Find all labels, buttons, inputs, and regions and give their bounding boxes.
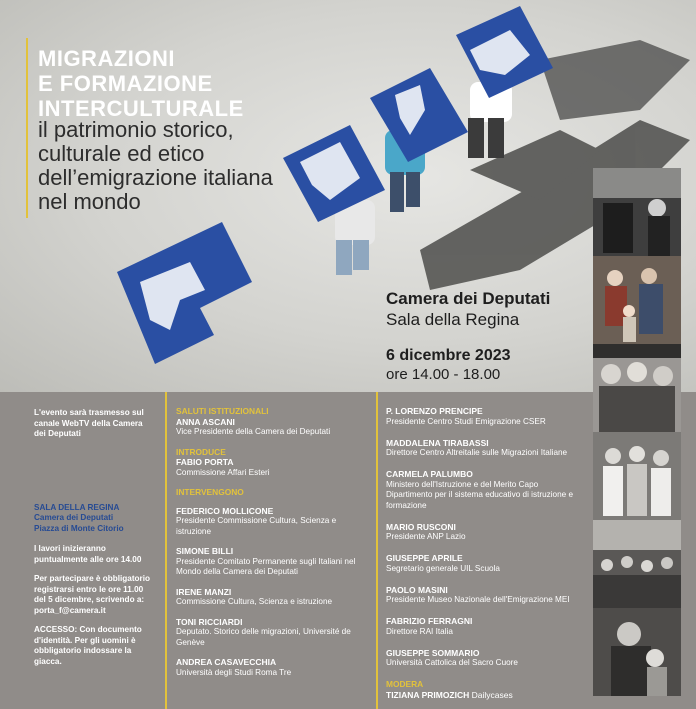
venue-block (386, 288, 550, 384)
speaker-entry (176, 587, 366, 608)
historical-photo-strip (593, 168, 681, 696)
event-time: ore 14.00 - 18.00 (386, 366, 501, 383)
event-subtitle (38, 118, 273, 214)
speaker-entry (386, 616, 586, 637)
column-divider (376, 392, 378, 709)
section-heading: SALUTI ISTITUZIONALI (176, 406, 269, 416)
speaker-entry (386, 585, 586, 606)
section-heading: INTRODUCE (176, 446, 226, 457)
speaker-name: MARIO RUSCONI (386, 521, 456, 532)
location-line: Camera dei Deputati (34, 513, 114, 522)
access-note: ACCESSO: Con documento d'identità. Per gli uomini è obbligatorio indossare la giacca. (34, 625, 142, 666)
moderator-entry (386, 679, 586, 700)
historical-photo-family (593, 256, 681, 344)
child-figure-front (335, 200, 375, 275)
speaker-name: P. LORENZO PRENCIPE (386, 406, 483, 416)
section-heading: MODERA (386, 679, 424, 689)
map-panel-large (117, 222, 252, 364)
speaker-role: Ministero dell'Istruzione e del Merito Capo Dipartimento per il sistema educativo di istruzione e formazione (386, 479, 574, 510)
subtitle-line: il patrimonio storico, (38, 117, 234, 142)
location-line: Piazza di Monte Citorio (34, 523, 124, 533)
subtitle-line: culturale ed etico (38, 141, 205, 166)
speaker-role: Vice Presidente della Camera dei Deputati (176, 427, 331, 436)
speaker-name: TONI RICCIARDI (176, 616, 243, 627)
speaker-name: CARMELA PALUMBO (386, 469, 473, 479)
speaker-role: Direttore RAI Italia (386, 626, 453, 636)
speaker-role: Presidente Comitato Permanente sugli Italiani nel Mondo della Camera dei Deputati (176, 556, 356, 576)
program-column-right (386, 406, 586, 700)
subtitle-line: dell’emigrazione italiana (38, 165, 273, 190)
historical-photo-crowd (593, 520, 681, 608)
map-panel-europe (456, 6, 553, 98)
speaker-entry (386, 522, 586, 543)
location-block (34, 503, 152, 535)
speaker-entry (176, 617, 366, 649)
title-line: INTERCULTURALE (38, 96, 244, 121)
speaker-role: Dailycases (471, 689, 513, 700)
info-column (34, 408, 152, 676)
speaker-name: PAOLO MASINI (386, 584, 448, 595)
program-panel (0, 392, 696, 709)
broadcast-note: L'evento sarà trasmesso sul canale WebTV della Camera dei Deputati (34, 408, 144, 438)
venue-hall: Sala della Regina (386, 310, 520, 329)
subtitle-line: nel mondo (38, 189, 141, 214)
speaker-role: Presidente Museo Nazionale dell'Emigrazione MEI (386, 595, 570, 604)
moderator (386, 690, 586, 701)
historical-photo-mother-child (593, 608, 681, 696)
speaker-role: Deputato. Storico delle migrazioni, Université de Genève (176, 627, 351, 647)
speaker-role: Università degli Studi Roma Tre (176, 667, 292, 677)
speaker-name: GIUSEPPE APRILE (386, 553, 463, 563)
speaker-role: Direttore Centro Altreitalie sulle Migrazioni Italiane (386, 448, 568, 457)
speaker-entry (386, 648, 586, 669)
speaker-entry (176, 546, 366, 578)
speaker-name: ANDREA CASAVECCHIA (176, 657, 277, 667)
speaker-entry (176, 506, 366, 538)
speaker-name: TIZIANA PRIMOZICH (386, 689, 470, 700)
speaker-role: Presidente Commissione Cultura, Scienza e istruzione (176, 516, 337, 536)
start-time-note: I lavori inizieranno puntualmente alle ore 14.00 (34, 544, 142, 564)
speaker-name: FABRIZIO FERRAGNI (386, 616, 473, 626)
speaker-name: FEDERICO MOLLICONE (176, 505, 274, 516)
speaker-name: SIMONE BILLI (176, 546, 234, 556)
registration-note: Per partecipare è obbligatorio registrarsi entro le ore 11.00 del 5 dicembre, scrivendo a: porta_f@camera.it (34, 574, 151, 615)
event-date: 6 dicembre 2023 (386, 347, 511, 364)
map-panel-south-america (370, 68, 468, 162)
speaker-role: Segretario generale UIL Scuola (386, 563, 500, 573)
speaker-entry (386, 406, 586, 427)
historical-photo-children (593, 432, 681, 520)
accent-line (26, 38, 28, 218)
event-title (38, 46, 244, 121)
program-column-left (176, 406, 366, 687)
column-divider (165, 392, 167, 709)
speaker-role: Presidente ANP Lazio (386, 532, 466, 541)
location-line: SALA DELLA REGINA (34, 502, 120, 512)
speaker-role: Commissione Affari Esteri (176, 467, 270, 477)
speaker-name: IRENE MANZI (176, 586, 232, 597)
title-line: E FORMAZIONE (38, 71, 213, 96)
speaker-name: MADDALENA TIRABASSI (386, 437, 489, 448)
speaker-name: GIUSEPPE SOMMARIO (386, 647, 480, 658)
speaker-role: Commissione Cultura, Scienza e istruzione (176, 597, 333, 606)
speaker-role: Università Cattolica del Sacro Cuore (386, 658, 518, 667)
speaker-name: FABIO PORTA (176, 457, 234, 467)
historical-photo-girls (593, 344, 681, 432)
speaker-name: ANNA ASCANI (176, 416, 235, 427)
historical-photo-ship (593, 168, 681, 256)
speaker-entry (386, 469, 586, 511)
speaker-entry (386, 438, 586, 459)
speaker-role: Presidente Centro Studi Emigrazione CSER (386, 416, 546, 426)
speaker-entry (176, 657, 366, 678)
venue-building: Camera dei Deputati (386, 289, 551, 308)
section-heading: INTERVENGONO (176, 487, 244, 497)
title-line: MIGRAZIONI (38, 46, 175, 71)
speaker-entry (386, 553, 586, 574)
